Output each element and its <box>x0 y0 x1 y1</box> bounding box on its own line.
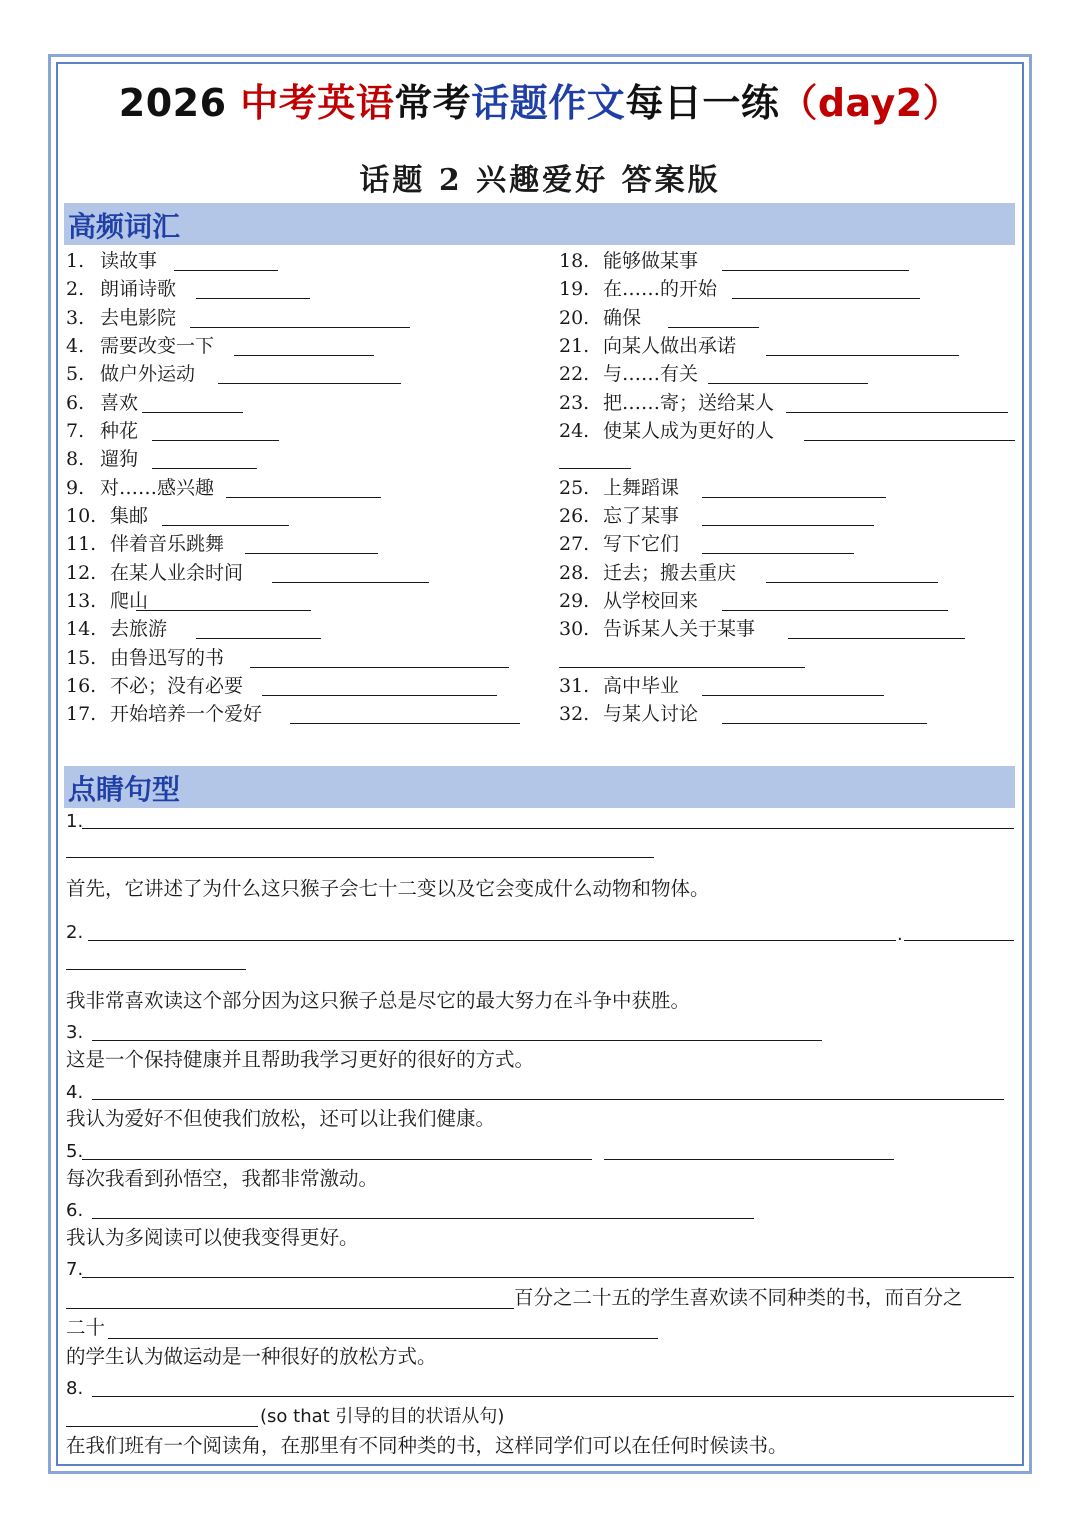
sentence-7-chinese-part-3: 的学生认为做运动是一种很好的放松方式。 <box>66 1345 437 1368</box>
vocab-item-number: 6. <box>66 392 85 414</box>
sentence-4-blank[interactable] <box>92 1099 1004 1100</box>
sentence-6-chinese: 我认为多阅读可以使我变得更好。 <box>66 1226 359 1249</box>
sentence-4-number: 4. <box>66 1082 84 1103</box>
sentence-7-chinese-part-2: 二十 <box>66 1316 106 1339</box>
sentence-1-number: 1. <box>66 811 84 832</box>
sentence-8-number: 8. <box>66 1378 84 1399</box>
title-part-exam: 中考英语 <box>240 81 395 125</box>
vocab-item-number: 25. <box>559 477 590 499</box>
sentence-8-blank-2[interactable] <box>66 1426 258 1427</box>
sentence-2-chinese: 我非常喜欢读这个部分因为这只猴子总是尽它的最大努力在斗争中获胜。 <box>66 989 691 1012</box>
vocab-answer-blank[interactable] <box>262 695 497 696</box>
vocab-item-chinese: 喜欢 <box>100 392 139 414</box>
sentence-1-blank-1[interactable] <box>82 828 1014 829</box>
vocab-answer-blank[interactable] <box>152 440 279 441</box>
vocab-item-number: 29. <box>559 590 590 612</box>
vocab-answer-blank[interactable] <box>272 582 429 583</box>
vocab-item-number: 4. <box>66 335 85 357</box>
vocab-item-number: 16. <box>66 675 97 697</box>
sentence-8-chinese: 在我们班有一个阅读角，在那里有不同种类的书，这样同学们可以在任何时候读书。 <box>66 1434 788 1457</box>
page-border-inner <box>56 62 1024 1466</box>
vocab-item-chinese: 读故事 <box>100 250 158 272</box>
vocab-item-number: 5. <box>66 363 85 385</box>
vocab-item-number: 12. <box>66 562 97 584</box>
vocab-item-chinese: 从学校回来 <box>603 590 699 612</box>
vocab-answer-blank[interactable] <box>559 667 805 668</box>
title-part-topic-essay: 话题作文 <box>471 81 626 125</box>
vocab-answer-blank[interactable] <box>226 497 381 498</box>
sentence-7-number: 7. <box>66 1259 84 1280</box>
vocab-answer-blank[interactable] <box>722 723 927 724</box>
vocab-answer-blank[interactable] <box>250 667 509 668</box>
page-title <box>0 72 1080 127</box>
sentence-1-blank-2[interactable] <box>66 857 654 858</box>
vocab-answer-blank[interactable] <box>190 327 410 328</box>
vocab-item-number: 28. <box>559 562 590 584</box>
vocab-item-chinese: 伴着音乐跳舞 <box>110 533 225 555</box>
vocab-item-chinese: 高中毕业 <box>603 675 680 697</box>
sentence-5-chinese: 每次我看到孙悟空，我都非常激动。 <box>66 1167 379 1190</box>
vocab-answer-blank[interactable] <box>786 412 1008 413</box>
vocab-answer-blank[interactable] <box>245 553 378 554</box>
vocab-item-chinese: 由鲁迅写的书 <box>110 647 225 669</box>
sentence-2-blank-3[interactable] <box>66 969 246 970</box>
vocab-answer-blank[interactable] <box>708 383 868 384</box>
sentence-1-chinese: 首先，它讲述了为什么这只猴子会七十二变以及它会变成什么动物和物体。 <box>66 877 710 900</box>
vocab-answer-blank[interactable] <box>196 298 310 299</box>
sentence-2-blank-1[interactable] <box>88 940 896 941</box>
vocab-answer-blank[interactable] <box>152 468 257 469</box>
vocab-answer-blank[interactable] <box>234 355 374 356</box>
vocab-item-chinese: 确保 <box>603 307 642 329</box>
vocab-answer-blank[interactable] <box>732 298 920 299</box>
vocab-item-number: 18. <box>559 250 590 272</box>
vocab-item-number: 9. <box>66 477 85 499</box>
vocab-item-chinese: 去旅游 <box>110 618 168 640</box>
vocab-item-chinese: 向某人做出承诺 <box>603 335 737 357</box>
sentence-4-chinese: 我认为爱好不但使我们放松，还可以让我们健康。 <box>66 1107 496 1130</box>
sentence-7-blank-3[interactable] <box>108 1338 658 1339</box>
vocab-item-chinese: 种花 <box>100 420 139 442</box>
vocab-item-number: 14. <box>66 618 97 640</box>
sentence-3-chinese: 这是一个保持健康并且帮助我学习更好的很好的方式。 <box>66 1048 535 1071</box>
sentence-8-grammar-hint: (so that 引导的目的状语从句) <box>260 1406 505 1427</box>
title-part-year: 2026 <box>118 81 241 125</box>
vocab-answer-blank[interactable] <box>722 270 909 271</box>
sentence-7-blank-1[interactable] <box>82 1277 1014 1278</box>
vocab-item-number: 11. <box>66 533 97 555</box>
vocab-item-number: 24. <box>559 420 590 442</box>
vocab-answer-blank[interactable] <box>788 638 965 639</box>
vocab-answer-blank[interactable] <box>196 638 321 639</box>
vocab-item-chinese: 集邮 <box>110 505 149 527</box>
sentence-2-number: 2. <box>66 922 84 943</box>
sentence-6-number: 6. <box>66 1200 84 1221</box>
vocab-answer-blank[interactable] <box>559 468 631 469</box>
vocab-item-chinese: 告诉某人关于某事 <box>603 618 756 640</box>
vocab-item-chinese: 爬山 <box>110 590 149 612</box>
vocab-item-chinese: 开始培养一个爱好 <box>110 703 263 725</box>
vocab-item-number: 2. <box>66 278 85 300</box>
vocab-item-chinese: 能够做某事 <box>603 250 699 272</box>
vocab-item-chinese: 写下它们 <box>603 533 680 555</box>
vocab-item-number: 17. <box>66 703 97 725</box>
vocab-item-number: 7. <box>66 420 85 442</box>
vocab-item-chinese: 去电影院 <box>100 307 177 329</box>
vocab-item-chinese: 使某人成为更好的人 <box>603 420 775 442</box>
vocab-answer-blank[interactable] <box>136 610 311 611</box>
sentence-3-blank[interactable] <box>92 1040 822 1041</box>
sentence-5-number: 5. <box>66 1141 84 1162</box>
vocab-item-chinese: 不必；没有必要 <box>110 675 244 697</box>
page-subtitle: 话题 2 兴趣爱好 答案版 <box>359 163 721 198</box>
vocab-item-chinese: 对……感兴趣 <box>100 477 215 499</box>
vocab-section-header <box>64 203 1015 245</box>
sentence-6-blank[interactable] <box>92 1218 754 1219</box>
vocab-item-chinese: 在……的开始 <box>603 278 718 300</box>
vocab-item-chinese: 需要改变一下 <box>100 335 215 357</box>
vocab-item-chinese: 与……有关 <box>603 363 699 385</box>
sentence-section-title: 点睛句型 <box>68 773 181 806</box>
vocab-section-title: 高频词汇 <box>68 210 181 243</box>
title-part-day: （day2） <box>779 81 962 125</box>
vocab-item-number: 30. <box>559 618 590 640</box>
sentence-5-blank-2[interactable] <box>604 1159 894 1160</box>
vocab-item-number: 22. <box>559 363 590 385</box>
vocab-item-chinese: 上舞蹈课 <box>603 477 680 499</box>
vocab-item-chinese: 在某人业余时间 <box>110 562 244 584</box>
vocab-item-number: 3. <box>66 307 85 329</box>
sentence-7-blank-2[interactable] <box>66 1308 514 1309</box>
sentence-2-blank-2[interactable] <box>904 940 1014 941</box>
vocab-item-number: 27. <box>559 533 590 555</box>
sentence-2-period: . <box>897 924 903 945</box>
title-part-daily: 每日一练 <box>625 81 780 125</box>
vocab-item-number: 1. <box>66 250 85 272</box>
vocab-item-chinese: 迁去；搬去重庆 <box>603 562 737 584</box>
vocab-answer-blank[interactable] <box>702 695 884 696</box>
vocab-item-number: 20. <box>559 307 590 329</box>
vocab-answer-blank[interactable] <box>142 412 243 413</box>
vocab-item-chinese: 把……寄；送给某人 <box>603 392 775 414</box>
vocab-answer-blank[interactable] <box>218 383 401 384</box>
sentence-3-number: 3. <box>66 1022 84 1043</box>
vocab-item-chinese: 与某人讨论 <box>603 703 699 725</box>
vocab-item-chinese: 做户外运动 <box>100 363 196 385</box>
vocab-answer-blank[interactable] <box>290 723 520 724</box>
vocab-item-number: 23. <box>559 392 590 414</box>
vocab-item-chinese: 朗诵诗歌 <box>100 278 177 300</box>
vocab-answer-blank[interactable] <box>668 327 759 328</box>
vocab-item-chinese: 忘了某事 <box>603 505 680 527</box>
title-part-common: 常考 <box>394 81 472 125</box>
vocab-item-number: 15. <box>66 647 97 669</box>
vocab-answer-blank[interactable] <box>162 525 289 526</box>
vocab-item-number: 10. <box>66 505 97 527</box>
vocab-item-number: 8. <box>66 448 85 470</box>
vocab-answer-blank[interactable] <box>174 270 278 271</box>
vocab-answer-blank[interactable] <box>702 553 854 554</box>
vocab-item-number: 19. <box>559 278 590 300</box>
vocab-answer-blank[interactable] <box>766 355 959 356</box>
vocab-item-number: 31. <box>559 675 590 697</box>
vocab-item-number: 32. <box>559 703 590 725</box>
vocab-answer-blank[interactable] <box>722 610 948 611</box>
sentence-section-header <box>64 766 1015 808</box>
vocab-answer-blank[interactable] <box>702 497 886 498</box>
vocab-item-number: 13. <box>66 590 97 612</box>
sentence-5-blank-1[interactable] <box>82 1159 592 1160</box>
vocab-item-chinese: 遛狗 <box>100 448 139 470</box>
vocab-item-number: 21. <box>559 335 590 357</box>
sentence-8-blank-1[interactable] <box>92 1396 1014 1397</box>
vocab-answer-blank[interactable] <box>702 525 874 526</box>
vocab-answer-blank[interactable] <box>804 440 1015 441</box>
sentence-7-chinese-part-1: 百分之二十五的学生喜欢读不同种类的书，而百分之 <box>514 1286 963 1309</box>
vocab-item-number: 26. <box>559 505 590 527</box>
vocab-answer-blank[interactable] <box>766 582 938 583</box>
